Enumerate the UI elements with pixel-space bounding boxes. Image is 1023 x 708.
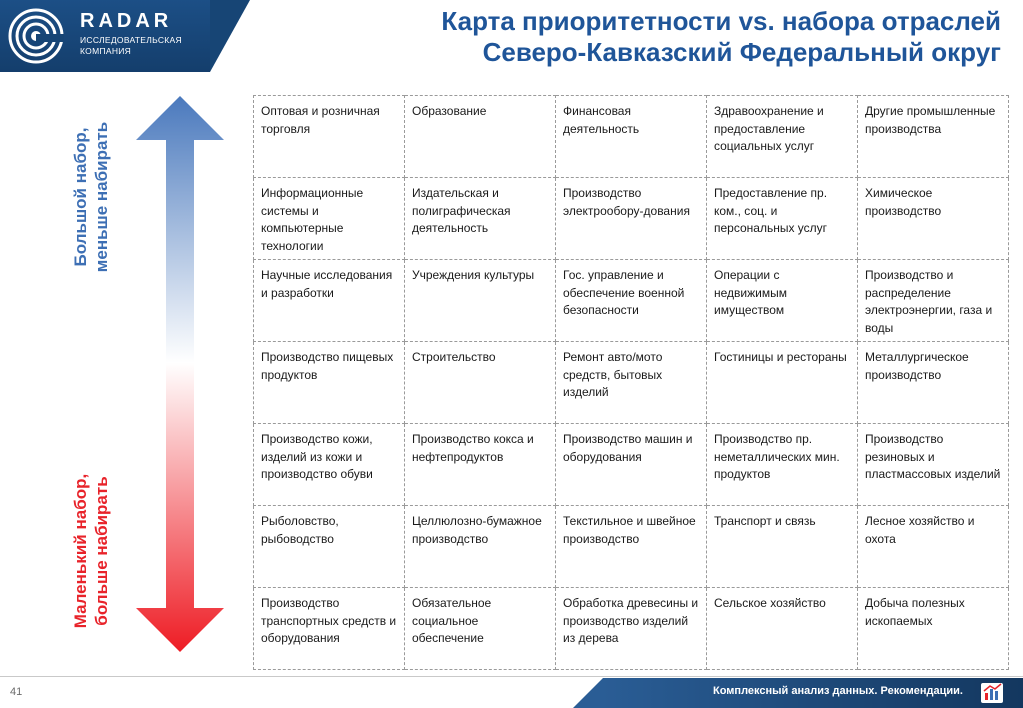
grid-cell: Производство электрообору-дования [556,178,707,260]
page-title [441,6,1001,68]
footer-text: Комплексный анализ данных. Рекомендации. [713,685,963,697]
header-band [0,0,210,72]
grid-cell: Транспорт и связь [707,506,858,588]
scale-label-bottom [70,436,112,666]
grid-row [254,342,1009,424]
grid-row [254,260,1009,342]
grid-cell: Гос. управление и обеспечение военной безопасности [556,260,707,342]
grid-cell: Гостиницы и рестораны [707,342,858,424]
scale-label-top-line2: меньше набирать [92,121,111,273]
grid-cell: Сельское хозяйство [707,588,858,670]
grid-cell: Научные исследования и разработки [254,260,405,342]
grid-row [254,588,1009,670]
scale-label-bottom-line1: Маленький набор, [71,473,90,629]
grid-cell: Учреждения культуры [405,260,556,342]
grid-cell: Производство кокса и нефтепродуктов [405,424,556,506]
grid-cell: Целлюлозно-бумажное производство [405,506,556,588]
page-title-line1: Карта приоритетности vs. набора отраслей [441,6,1001,36]
grid-cell: Производство резиновых и пластмассовых изделий [858,424,1009,506]
grid-row [254,178,1009,260]
radar-logo-icon [8,8,64,64]
grid-cell: Строительство [405,342,556,424]
report-chart-icon [979,680,1007,706]
grid-row [254,506,1009,588]
grid-cell: Предоставление пр. ком., соц. и персональных услуг [707,178,858,260]
grid-cell: Информационные системы и компьютерные технологии [254,178,405,260]
scale-label-bottom-line2: больше набирать [92,476,111,626]
grid-cell: Операции с недвижимым имуществом [707,260,858,342]
scale-label-top-line1: Большой набор, [71,127,90,267]
grid-cell: Текстильное и швейное производство [556,506,707,588]
scale-label-top [70,82,112,312]
footer-divider [0,676,1023,677]
grid-cell: Производство кожи, изделий из кожи и производство обуви [254,424,405,506]
grid-row [254,96,1009,178]
page-title-line2: Северо-Кавказский Федеральный округ [482,37,1001,67]
brand-subtitle [80,35,182,57]
grid-cell: Производство пищевых продуктов [254,342,405,424]
grid-cell: Производство и распределение электроэнергии, газа и воды [858,260,1009,342]
grid-cell: Лесное хозяйство и охота [858,506,1009,588]
grid-cell: Производство пр. неметаллических мин. продуктов [707,424,858,506]
brand-name: RADAR [80,10,173,32]
grid-cell: Рыболовство, рыбоводство [254,506,405,588]
grid-cell: Обязательное социальное обеспечение [405,588,556,670]
grid-row [254,424,1009,506]
page-number: 41 [10,686,23,698]
grid-cell: Другие промышленные производства [858,96,1009,178]
grid-cell: Ремонт авто/мото средств, бытовых изделий [556,342,707,424]
grid-cell: Здравоохранение и предоставление социальных услуг [707,96,858,178]
grid-cell: Оптовая и розничная торговля [254,96,405,178]
grid-cell: Металлургическое производство [858,342,1009,424]
grid-cell: Производство машин и оборудования [556,424,707,506]
brand-subtitle-line2: КОМПАНИЯ [80,46,132,56]
priority-scale-arrow-icon [134,94,226,654]
grid-cell: Финансовая деятельность [556,96,707,178]
industry-grid [253,95,1009,670]
grid-cell: Производство транспортных средств и оборудования [254,588,405,670]
brand-subtitle-line1: ИССЛЕДОВАТЕЛЬСКАЯ [80,35,182,45]
grid-cell: Химическое производство [858,178,1009,260]
grid-cell: Издательская и полиграфическая деятельность [405,178,556,260]
grid-cell: Обработка древесины и производство изделий из дерева [556,588,707,670]
grid-cell: Добыча полезных ископаемых [858,588,1009,670]
grid-cell: Образование [405,96,556,178]
